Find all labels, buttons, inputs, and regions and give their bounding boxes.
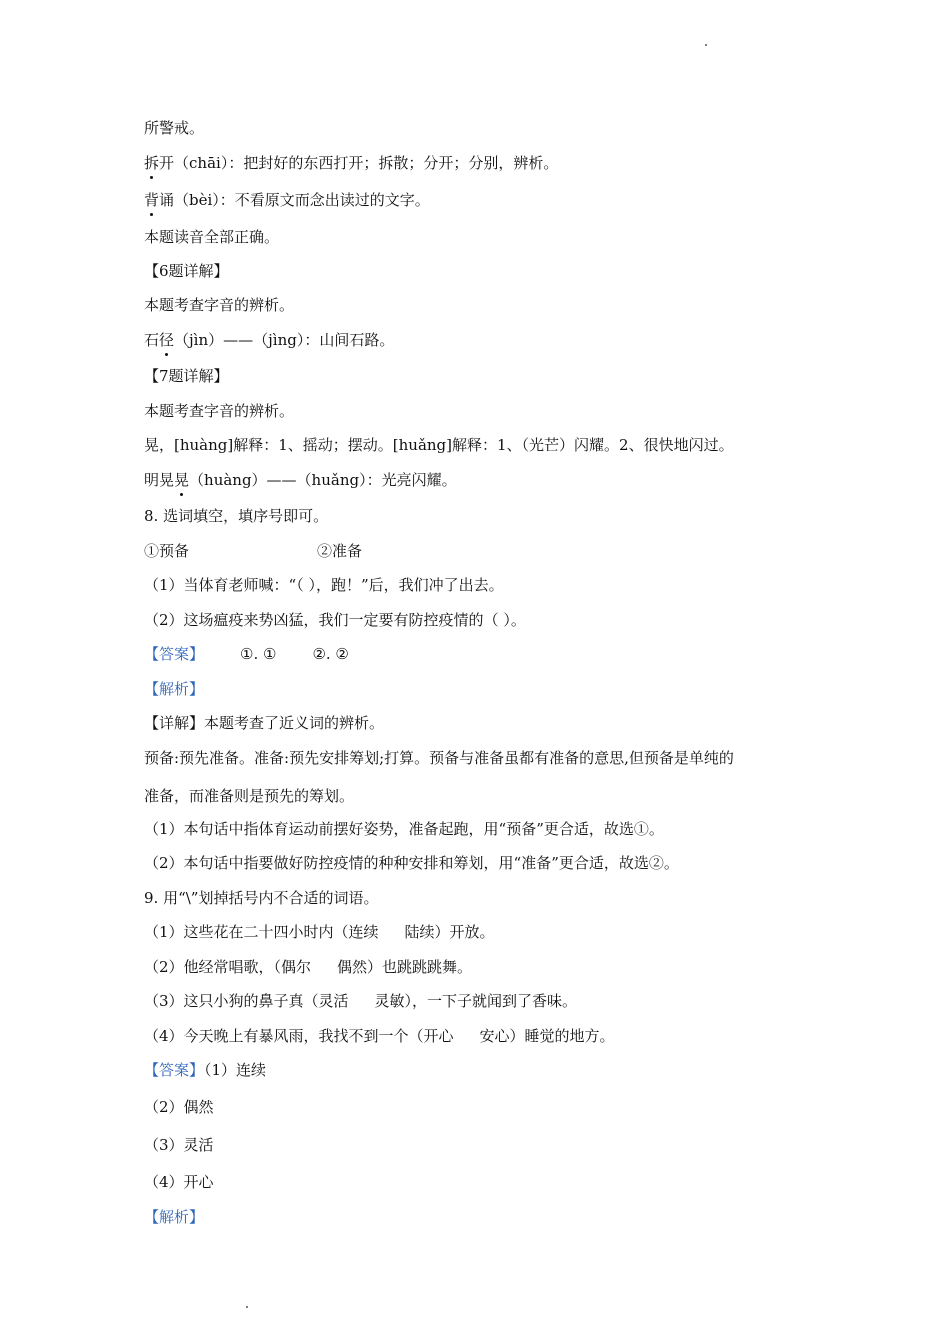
text-line: （1）当体育老师喊：“（ ），跑！”后，我们冲了出去。 (144, 576, 504, 594)
text-line (144, 330, 394, 350)
answer-value: ②. ② (312, 645, 349, 663)
text-line: 晃，[huàng]解释：1、摇动；摆动。[huǎng]解释：1、（光芒）闪耀。2、很快地闪过。 (144, 436, 734, 454)
answer-line: （4）开心 (144, 1173, 214, 1191)
question-title: 8. 选词填空，填序号即可。 (144, 507, 329, 525)
answer-line: （3）灵活 (144, 1136, 214, 1154)
page-mark-top (705, 44, 707, 46)
text-span: （2）他经常唱歌，（偶尔 (144, 958, 312, 976)
text-line: 准备，而准备则是预先的筹划。 (144, 787, 355, 805)
text-line (144, 470, 457, 490)
text-line (144, 541, 362, 561)
text-span: 开（chāi）：把封好的东西打开；拆散；分开；分别，辨析。 (159, 154, 559, 172)
text-span: 安心）睡觉的地方。 (479, 1027, 615, 1045)
answer-value: （1）连续 (204, 1061, 267, 1079)
dotted-char: 拆 (144, 154, 160, 172)
text-line: 本题考查字音的辨析。 (144, 296, 295, 314)
dotted-char: 背 (144, 191, 160, 209)
text-line: 预备:预先准备。准备:预先安排筹划;打算。预备与准备虽都有准备的意思,但预备是单纯的 (144, 749, 734, 767)
text-line: （2）本句话中指要做好防控疫情的种种安排和筹划，用“准备”更合适，故选②。 (144, 854, 679, 872)
text-line (144, 153, 558, 173)
dotted-char: 晃 (174, 471, 190, 489)
text-line (144, 1026, 615, 1046)
section-heading: 【7题详解】 (144, 367, 229, 385)
text-line: 本题读音全部正确。 (144, 228, 280, 246)
text-line (144, 957, 472, 977)
text-span: 灵敏），一下子就闻到了香味。 (374, 992, 578, 1010)
text-span: （3）这只小狗的鼻子真（灵活 (144, 992, 349, 1010)
answer-label: 【答案】 (144, 1061, 205, 1079)
analysis-label: 【解析】 (144, 680, 205, 698)
option-2: ②准备 (317, 542, 363, 560)
text-span: 明晃 (144, 471, 175, 489)
text-span: 诵（bèi）：不看原文而念出读过的文字。 (159, 191, 430, 209)
text-span: （1）这些花在二十四小时内（连续 (144, 923, 379, 941)
question-title: 9. 用“\”划掉括号内不合适的词语。 (144, 889, 379, 907)
text-line: 本题考查字音的辨析。 (144, 402, 295, 420)
text-span: （huàng）——（huǎng）：光亮闪耀。 (189, 471, 457, 489)
answer-label: 【答案】 (144, 645, 205, 663)
answer-value: ①. ① (240, 645, 277, 663)
text-line: （2）这场瘟疫来势凶猛，我们一定要有防控疫情的（ ）。 (144, 611, 526, 629)
page-mark-bottom (246, 1306, 248, 1308)
option-1: ①预备 (144, 542, 190, 560)
answer-line: （2）偶然 (144, 1098, 214, 1116)
answer-line (144, 1060, 266, 1080)
text-span: （4）今天晚上有暴风雨，我找不到一个（开心 (144, 1027, 454, 1045)
text-line (144, 190, 430, 210)
text-line (144, 991, 577, 1011)
analysis-label: 【解析】 (144, 1208, 205, 1226)
text-line: （1）本句话中指体育运动前摆好姿势，准备起跑，用“预备”更合适，故选①。 (144, 820, 664, 838)
dotted-char: 径 (159, 331, 175, 349)
text-span: （jìn）——（jìng）：山间石路。 (174, 331, 395, 349)
answer-line (144, 644, 349, 664)
section-heading: 【6题详解】 (144, 262, 229, 280)
text-span: 陆续）开放。 (404, 923, 495, 941)
text-span: 偶然）也跳跳跳舞。 (337, 958, 473, 976)
text-span: 石 (144, 331, 160, 349)
text-line: 所警戒。 (144, 119, 205, 137)
text-line (144, 922, 495, 942)
text-line: 【详解】本题考查了近义词的辨析。 (144, 714, 385, 732)
